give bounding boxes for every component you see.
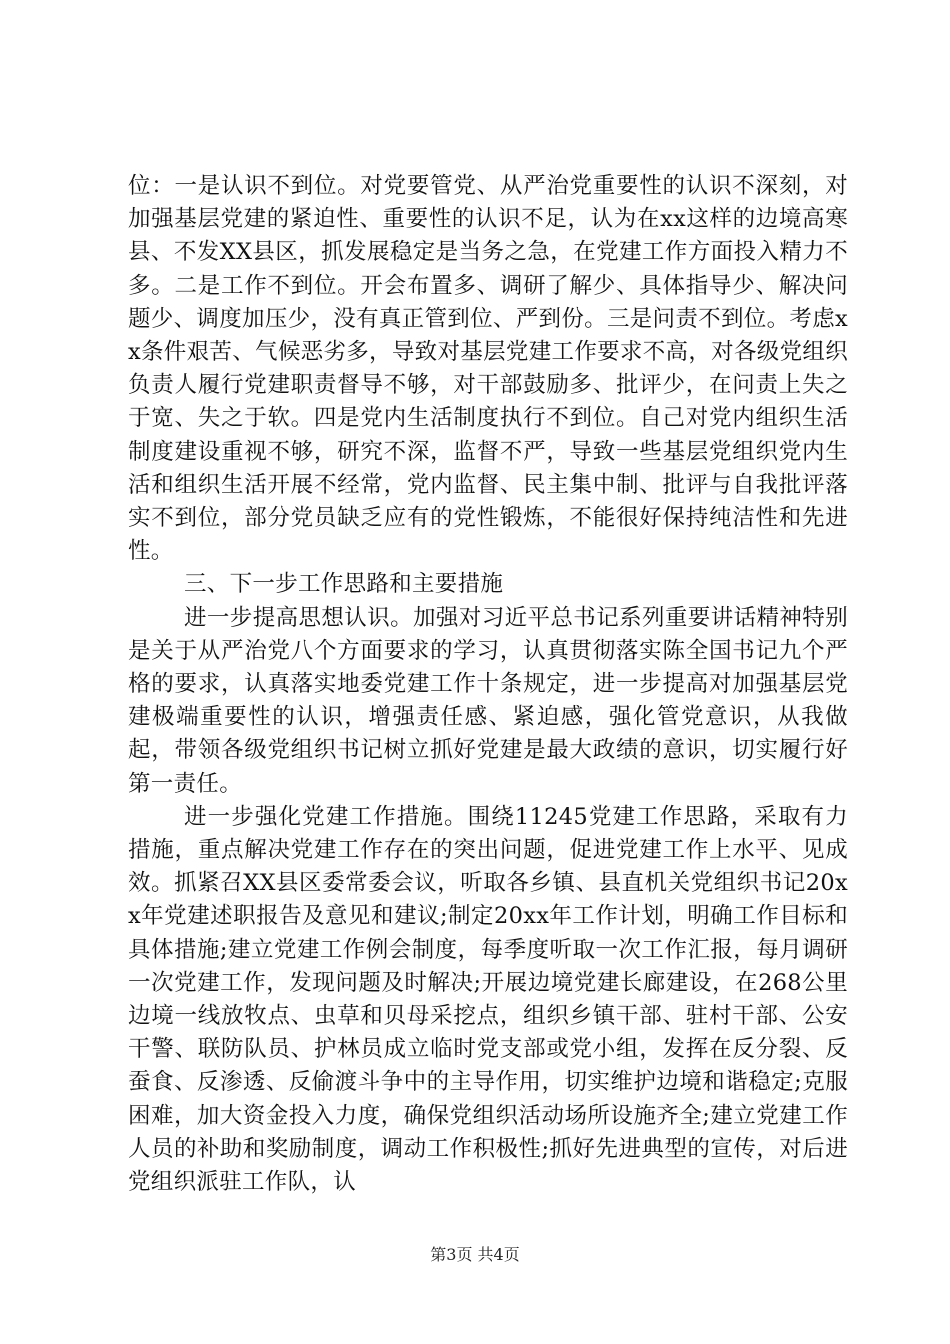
paragraph-continuation: 位：一是认识不到位。对党要管党、从严治党重要性的认识不深刻，对加强基层党建的紧迫性、重要性的认识不足，认为在xx这样的边境高寒县、不发XX县区，抓发展稳定是当务之急，在党建工作方面投入精力不多。二是工作不到位。开会布置多、调研了解少、具体指导少、解决问题少、调度加压少，没有真正管到位、严到份。三是问责不到位。考虑xx条件艰苦、气候恶劣多，导致对基层党建工作要求不高，对各级党组织负责人履行党建职责督导不够，对干部鼓励多、批评少，在问责上失之于宽、失之于软。四是党内生活制度执行不到位。自己对党内组织生活制度建设重视不够，研究不深，监督不严，导致一些基层党组织党内生活和组织生活开展不经常，党内监督、民主集中制、批评与自我批评落实不到位，部分党员缺乏应有的党性锻炼，不能很好保持纯洁性和先进性。	[128, 173, 848, 565]
page-footer	[0, 1245, 950, 1265]
section-heading: 三、下一步工作思路和主要措施	[184, 571, 504, 598]
document-body	[128, 170, 848, 1199]
page-number: 第3页 共4页	[430, 1245, 520, 1264]
paragraph-thinking: 进一步提高思想认识。加强对习近平总书记系列重要讲话精神特别是关于从严治党八个方面要求的学习，认真贯彻落实陈全国书记九个严格的要求，认真落实地委党建工作十条规定，进一步提高对加强基层党建极端重要性的认识，增强责任感、紧迫感，强化管党意识，从我做起，带领各级党组织书记树立抓好党建是最大政绩的意识，切实履行好第一责任。	[128, 604, 848, 797]
paragraph-measures: 进一步强化党建工作措施。围绕11245党建工作思路，采取有力措施，重点解决党建工作存在的突出问题，促进党建工作上水平、见成效。抓紧召XX县区委常委会议，听取各乡镇、县直机关党组织书记20xx年党建述职报告及意见和建议;制定20xx年工作计划，明确工作目标和具体措施;建立党建工作例会制度，每季度听取一次工作汇报，每月调研一次党建工作，发现问题及时解决;开展边境党建长廊建设，在268公里边境一线放牧点、虫草和贝母采挖点，组织乡镇干部、驻村干部、公安干警、联防队员、护林员成立临时党支部或党小组，发挥在反分裂、反蚕食、反渗透、反偷渡斗争中的主导作用，切实维护边境和谐稳定;克服困难，加大资金投入力度，确保党组织活动场所设施齐全;建立党建工作人员的补助和奖励制度，调动工作积极性;抓好先进典型的宣传，对后进党组织派驻工作队，认	[128, 803, 848, 1196]
